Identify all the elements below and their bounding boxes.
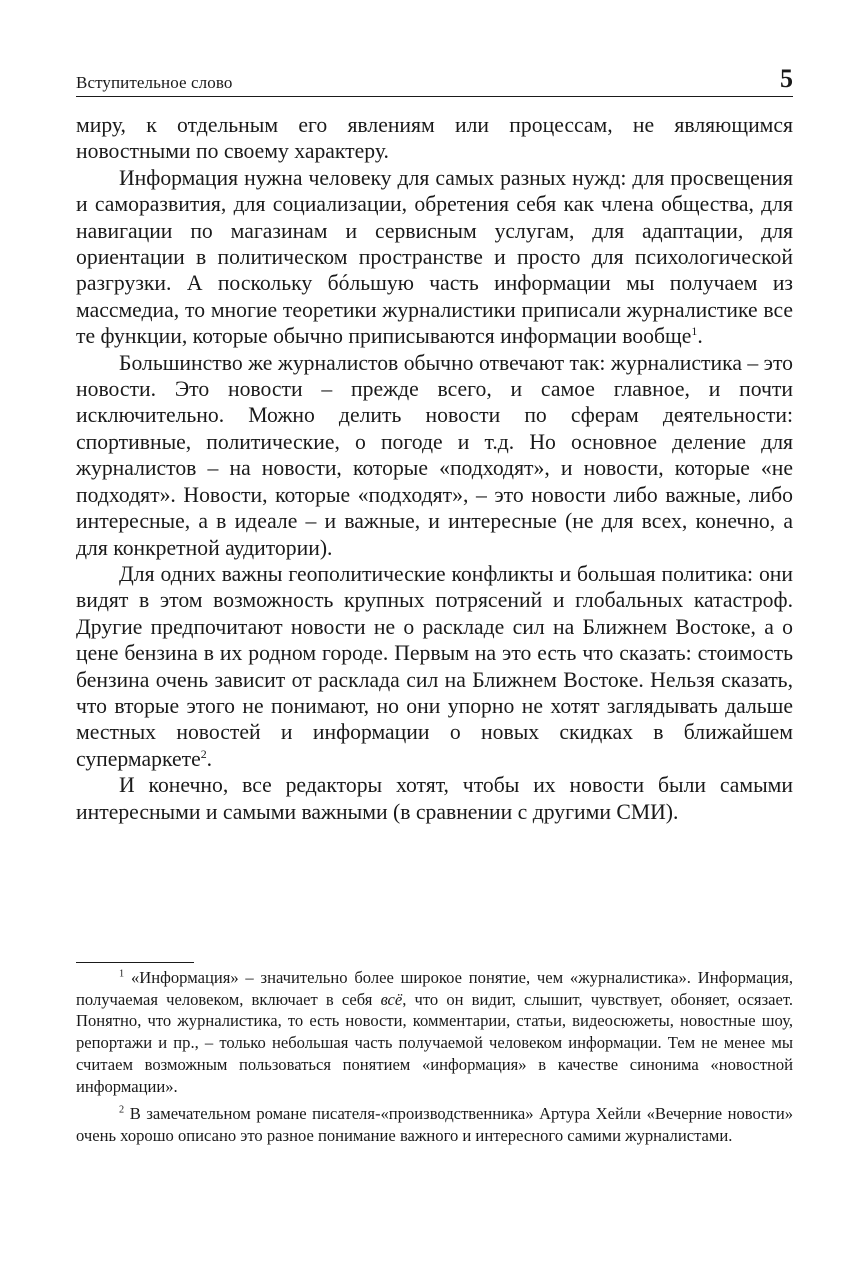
footnote-emphasis: всё	[380, 989, 403, 1009]
footnote-1	[76, 967, 793, 1097]
footnote-ref-2[interactable]: 2	[200, 746, 207, 761]
paragraph-end: .	[206, 746, 213, 771]
footnote-divider	[76, 962, 194, 963]
running-head	[76, 62, 793, 97]
running-title: Вступительное слово	[76, 73, 233, 92]
paragraph-journalists-news: Большинство же журналистов обычно отвечают так: журналистика – это новости. Это новости – прежде всего, и самое главное, и почти исключительно. Можно делить новости по сферам деятельности: спортивные, политические, о погоде и т.д. Но основное деление для журналистов – на новости, которые «подходят», и новости, которые «не подходят». Новости, которые «подходят», – это новости либо важные, либо интересные, а в идеале – и важные, и интересные (не для всех, конечно, а для конкретной аудитории).	[76, 350, 793, 560]
footnotes	[76, 967, 793, 1153]
footnote-ref-1[interactable]: 1	[691, 324, 698, 339]
footnote-mark: 2	[119, 1104, 125, 1116]
paragraph-information-needs	[76, 165, 793, 350]
main-text	[76, 112, 793, 825]
footnote-2	[76, 1103, 793, 1146]
paragraph-end: .	[697, 324, 703, 349]
footnote-mark: 1	[119, 968, 125, 980]
paragraph-text: Информация нужна человеку для самых разных нужд: для просвещения и саморазвития, для социализации, обретения себя как члена общества, для навигации по магазинам и сервисным услугам, для адаптации, для ориентации в политическом пространстве и просто для психологической разгрузки. А поскольку бóльшую часть информации мы получаем из массмедиа, то многие теоретики журналистики приписали журналистике все те функции, которые обычно приписываются информации вообще	[76, 165, 793, 349]
footnote-text: «Информация» – значительно более широкое понятие, чем «журналистика». Информация, получаемая человеком, включает в себя	[76, 968, 793, 1009]
footnote-text: , что он видит, слышит, чувствует, обоняет, осязает. Понятно, что журналистика, то есть новости, комментарии, статьи, видеосюжеты, новостные шоу, репортажи и пр., – только небольшая часть получаемой человеком информации. Тем не менее мы считаем возможным пользоваться понятием «информация» в качестве синонима «новостной информации».	[76, 989, 794, 1096]
footnote-text: В замечательном романе писателя-«производственника» Артура Хейли «Вечерние новости» очень хорошо описано это разное понимание важного и интересного самими журналистами.	[76, 1104, 794, 1145]
book-page	[76, 0, 793, 1270]
paragraph-geopolitics	[76, 561, 793, 772]
page-number: 5	[780, 64, 793, 93]
paragraph-editors: И конечно, все редакторы хотят, чтобы их новости были самыми интересными и самыми важными (в сравнении с другими СМИ).	[76, 773, 793, 824]
paragraph-text: Для одних важны геополитические конфликты и большая политика: они видят в этом возможность крупных потрясений и глобальных катастроф. Другие предпочитают новости не о раскладе сил на Ближнем Востоке, а о цене бензина в их родном городе. Первым на это есть что сказать: стоимость бензина очень зависит от расклада сил на Ближнем Востоке. Нельзя сказать, что вторые этого не понимают, но они упорно не хотят заглядывать дальше местных новостей и информации о новых скидках в ближайшем супермаркете	[76, 561, 793, 771]
paragraph-continuation: миру, к отдельным его явлениям или процессам, не являющимся новостными по своему характеру.	[76, 113, 793, 164]
